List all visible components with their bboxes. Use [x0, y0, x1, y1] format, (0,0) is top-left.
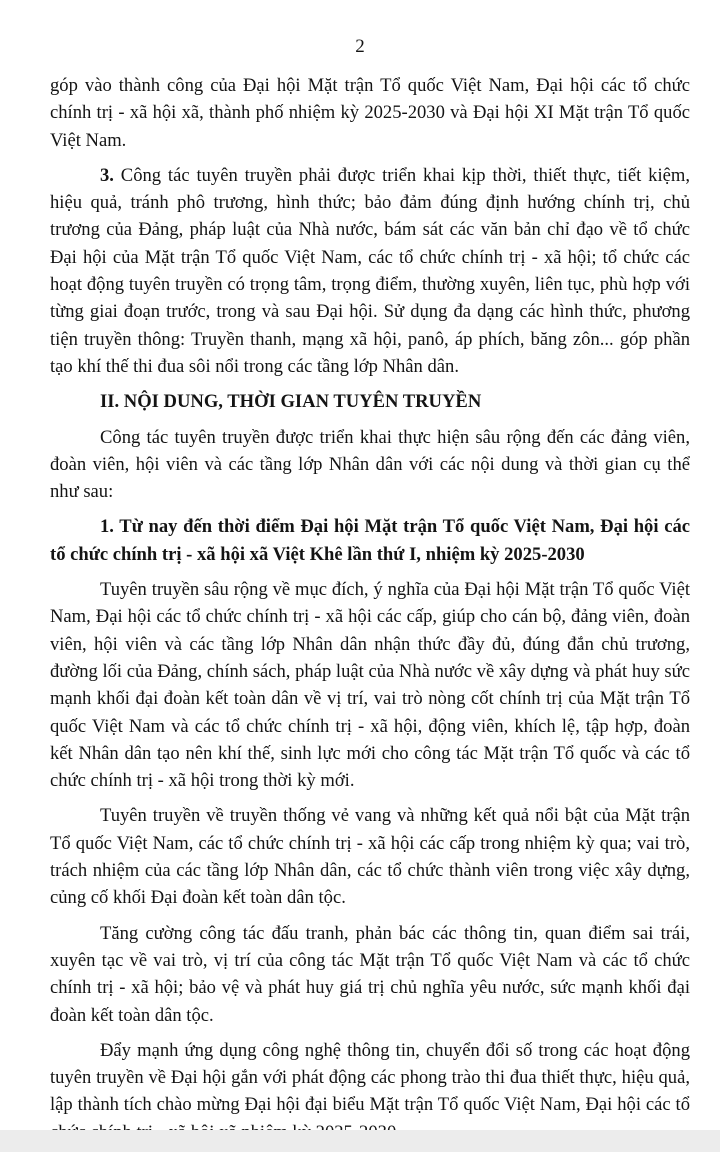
subsection-heading-1: 1. Từ nay đến thời điểm Đại hội Mặt trận Tổ quốc Việt Nam, Đại hội các tổ chức chính trị - xã hội xã Việt Khê lần thứ I, nhiệm kỳ 2025-2030	[50, 516, 690, 565]
page-bottom-edge	[0, 1130, 720, 1152]
document-body	[50, 72, 690, 1154]
paragraph-tradition: Tuyên truyền về truyền thống vẻ vang và những kết quả nổi bật của Mặt trận Tổ quốc Việt Nam, các tổ chức chính trị - xã hội các cấp trong nhiệm kỳ qua; vai trò, trách nhiệm của các tầng lớp Nhân dân, các tổ chức thành viên trong việc xây dựng, củng cố khối Đại đoàn kết toàn dân tộc.	[50, 805, 690, 909]
paragraph-struggle: Tăng cường công tác đấu tranh, phản bác các thông tin, quan điểm sai trái, xuyên tạc về vai trò, vị trí của công tác Mặt trận Tổ quốc Việt Nam và các tổ chức chính trị - xã hội; bảo vệ và phát huy giá trị chủ nghĩa yêu nước, sức mạnh khối đại đoàn kết toàn dân tộc.	[50, 922, 690, 1026]
paragraph-digital: Đẩy mạnh ứng dụng công nghệ thông tin, chuyển đổi số trong các hoạt động tuyên truyền về Đại hội gắn với phát động các phong trào thi đua thiết thực, hiệu quả, lập thành tích chào mừng Đại hội đại biểu Mặt trận Tổ quốc Việt Nam, Đại hội các tổ	[50, 1039, 690, 1116]
paragraph-purpose: Tuyên truyền sâu rộng về mục đích, ý nghĩa của Đại hội Mặt trận Tổ quốc Việt Nam, Đại hội các tổ chức chính trị - xã hội các cấp, giúp cho cán bộ, đảng viên, đoàn viên, hội viên và các tầng lớp Nhân dân nhận thức đầy đủ, đúng đắn chủ trương, đường lối của Đảng, chính sách, pháp luật của Nhà nước về xây dựng và phát huy sức mạnh khối đại đoàn kết toàn dân về vị trí, vai trò nòng cốt chính trị của Mặt trận Tổ quốc Việt Nam và các tổ chức chính trị - xã hội, động viên, khích lệ, tập hợp, đoàn kết Nhân dân tạo nên khí thế, sinh lực mới cho công tác Mặt trận Tổ quốc và các tổ chức chính trị - xã hội trong thời kỳ mới.	[50, 579, 690, 792]
paragraph-item-3	[50, 162, 690, 380]
page-number: 2	[355, 36, 365, 57]
item-number: 3.	[100, 164, 114, 186]
section-intro: Công tác tuyên truyền được triển khai thực hiện sâu rộng đến các đảng viên, đoàn viên, hội viên và các tầng lớp Nhân dân với các nội dung và thời gian cụ thể như sau:	[50, 426, 690, 503]
paragraph-continuation: góp vào thành công của Đại hội Mặt trận Tổ quốc Việt Nam, Đại hội các tổ chức chính trị - xã hội xã, thành phố nhiệm kỳ 2025-2030 và Đại hội XI Mặt trận Tổ quốc Việt Nam.	[50, 75, 690, 151]
section-heading-ii: II. NỘI DUNG, THỜI GIAN TUYÊN TRUYỀN	[100, 391, 482, 413]
item-text: Công tác tuyên truyền phải được triển khai kịp thời, thiết thực, tiết kiệm, hiệu quả, tránh phô trương, hình thức; bảo đảm đúng định hướng chính trị, chủ trương của Đảng, pháp luật của Nhà nước, bám sát các văn bản chỉ đạo về tổ chức Đại hội của Mặt trận Tổ quốc Việt Nam, các tổ chức chính trị - xã hội; tổ chức các hoạt động tuyên truyền có trọng tâm, trọng điểm, thường xuyên, liên tục, phù hợp với từng giai đoạn trước, trong và sau Đại hội. Sử dụng đa dạng các hình thức, phương tiện truyền thông: Truyền thanh, mạng xã hội, panô, áp phích, băng zôn... góp phần tạo khí thế thi đua sôi nổi trong các tầng lớp Nhân dân.	[50, 164, 690, 377]
